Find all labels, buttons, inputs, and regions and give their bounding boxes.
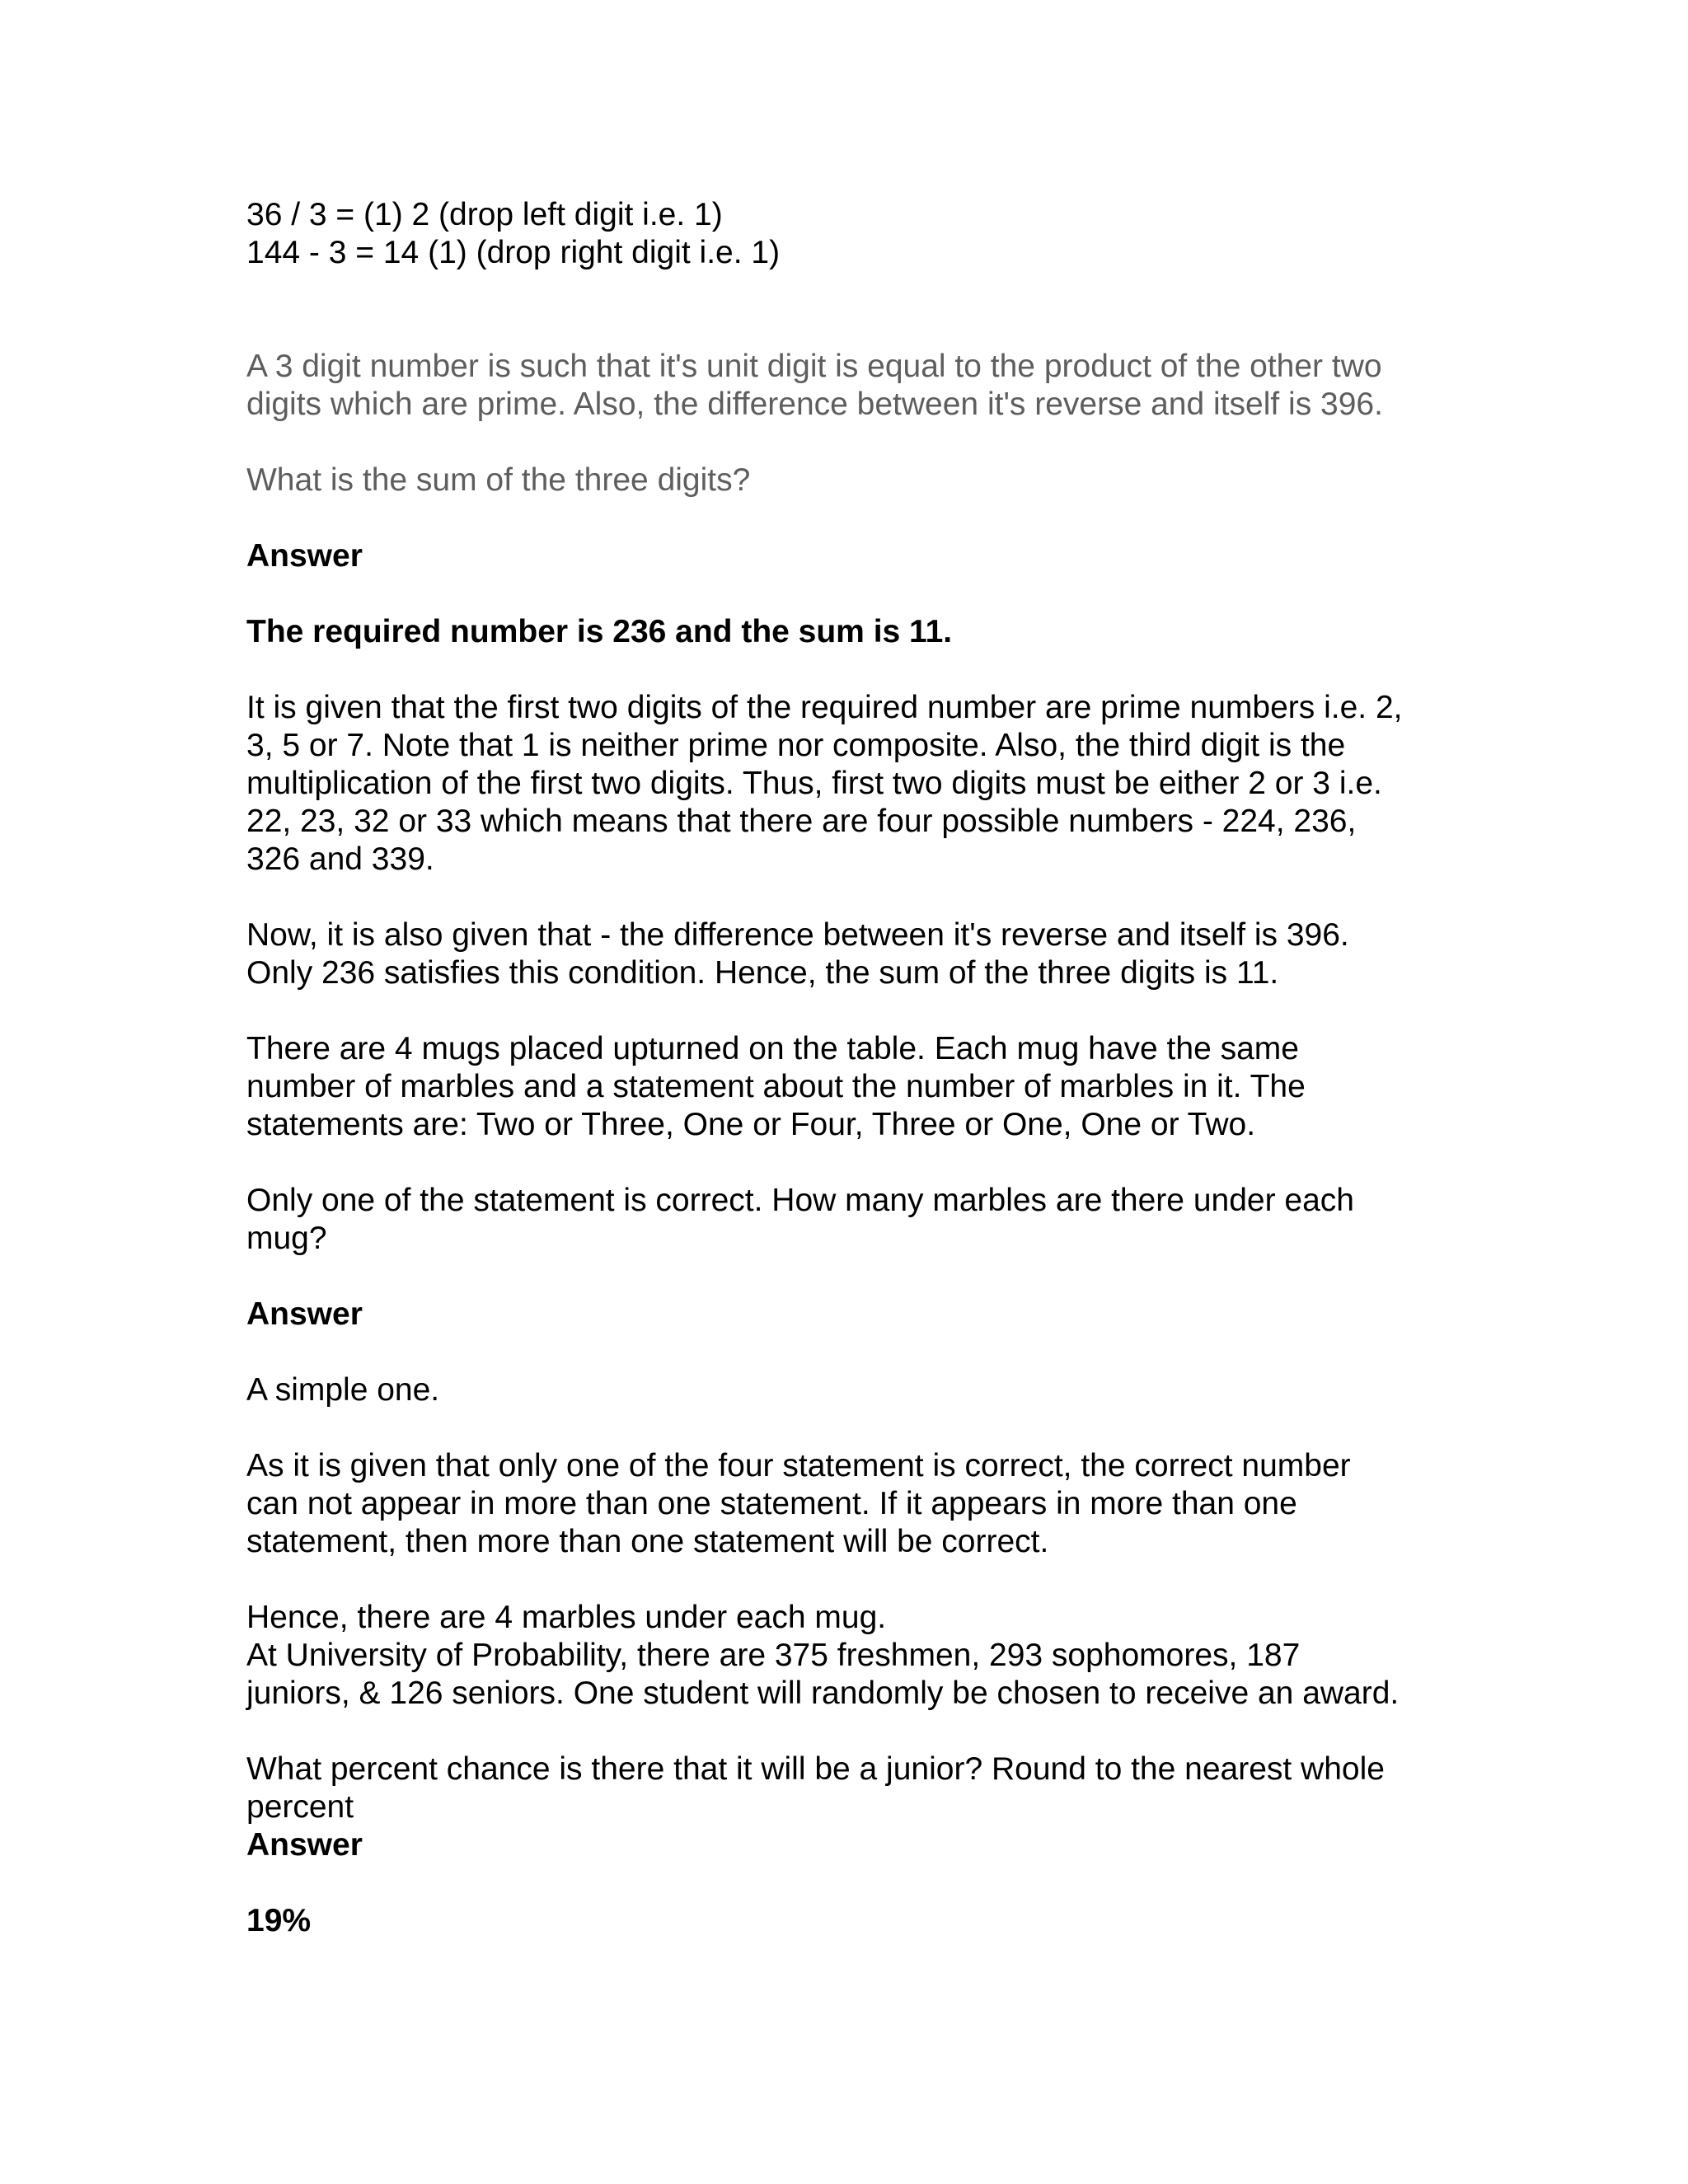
equation-lines: 36 / 3 = (1) 2 (drop left digit i.e. 1) 144 - 3 = 14 (1) (drop right digit i.e. 1) bbox=[246, 197, 781, 270]
answer-mugs-intro: A simple one. bbox=[246, 1372, 440, 1408]
question-mugs-text: There are 4 mugs placed upturned on the table. Each mug have the same number of marbles and a statement about the number of marbles in it. The statements are: Two or Three, One or Four, Three or One, One or Two. bbox=[246, 1031, 1306, 1142]
answer-heading: Answer bbox=[246, 1827, 363, 1863]
question-digits-prompt: What is the sum of the three digits? bbox=[246, 462, 751, 498]
question-probability-prompt: What percent chance is there that it will be a junior? Round to the nearest whole percent bbox=[246, 1751, 1385, 1825]
answer-digits-result: The required number is 236 and the sum is 11. bbox=[246, 614, 953, 649]
explanation-paragraph: Now, it is also given that - the difference between it's reverse and itself is 396. Only 236 satisfies this condition. Hence, the sum of the three digits is 11. bbox=[246, 917, 1349, 991]
answer-heading: Answer bbox=[246, 538, 363, 574]
explanation-paragraph: As it is given that only one of the four statement is correct, the correct number can not appear in more than one statement. If it appears in more than one statement, then more than one statement will be correct. bbox=[246, 1448, 1351, 1559]
question-mugs-prompt: Only one of the statement is correct. How many marbles are there under each mug? bbox=[246, 1183, 1354, 1256]
answer-heading: Answer bbox=[246, 1296, 363, 1332]
document-page bbox=[246, 196, 1450, 1940]
conclusion-and-question: Hence, there are 4 marbles under each mug. At University of Probability, there are 375 freshmen, 293 sophomores, 187 juniors, & 126 seniors. One student will randomly be chosen to receive an award. bbox=[246, 1600, 1400, 1711]
explanation-paragraph: It is given that the first two digits of the required number are prime numbers i.e. 2, 3, 5 or 7. Note that 1 is neither prime nor composite. Also, the third digit is the multiplication of the first two digits. Thus, first two digits must be either 2 or 3 i.e. 22, 23, 32 or 33 which means that there are four possible numbers - 224, 236, 326 and 339. bbox=[246, 690, 1403, 877]
answer-probability-result: 19% bbox=[246, 1903, 312, 1938]
question-digits-text: A 3 digit number is such that it's unit digit is equal to the product of the other two digits which are prime. Also, the difference between it's reverse and itself is 396. bbox=[246, 349, 1383, 422]
